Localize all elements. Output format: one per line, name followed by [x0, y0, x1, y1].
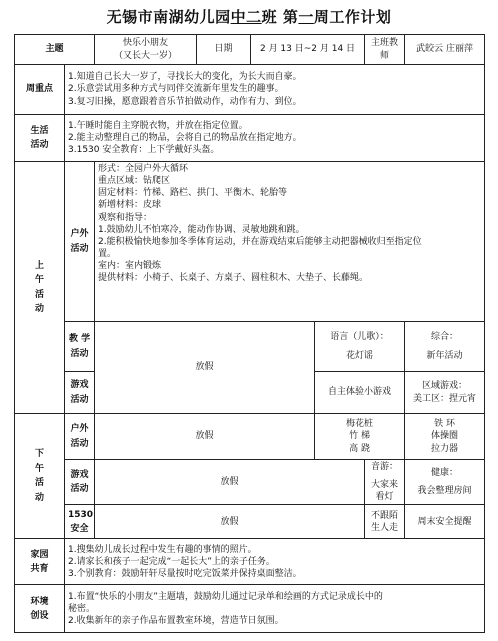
label-line: 活动: [70, 243, 89, 254]
health-value: 我会整理房间: [417, 486, 472, 497]
class-grade: 中二: [230, 8, 262, 26]
list-item: 观察和指导：: [98, 212, 153, 223]
list-item: 1.搜集幼儿成长过程中发生有趣的事情的照片。: [68, 544, 257, 555]
list-item: 3.复习旧操，愿意跟着音乐节拍做动作，动作有力、到位。: [68, 96, 302, 107]
list-item: 2.请家长和孩子一起完成“一起长大”上的亲子任务。: [68, 556, 275, 567]
integrated-activity: [405, 322, 485, 372]
list-item: 新增材料：皮球: [98, 200, 162, 211]
afternoon-game-holiday: 放假: [95, 460, 365, 505]
list-item: 3.1530 安全教育：上下学戴好头盔。: [68, 145, 220, 156]
list-item: 2.能主动整理自己的物品，会将自己的物品放在指定地方。: [68, 132, 302, 143]
focus-row: [15, 65, 485, 115]
home-label: [15, 539, 65, 585]
list-item: 室内：室内锻炼: [98, 261, 162, 272]
morning-label-char: 午: [34, 275, 44, 286]
label-line: 安全: [70, 523, 89, 534]
afternoon-safety-row: [15, 505, 485, 539]
weekly-plan-table: [14, 34, 485, 633]
safety-item-2: 周末安全提醒: [405, 505, 485, 539]
morning-game-label: [65, 372, 95, 414]
morning-outdoor-row: [15, 162, 485, 322]
outdoor-equipment-1: [315, 414, 405, 460]
list-item: 竹 梯: [349, 431, 370, 442]
list-item: 重点区域：钻爬区: [98, 176, 171, 187]
list-item: 2.收集新年的亲子作品布置教室环境，营造节日氛围。: [68, 615, 284, 626]
afternoon-game-row: [15, 460, 485, 505]
list-item: 置。: [98, 248, 117, 259]
morning-label-char: 活: [34, 289, 44, 300]
label-line: 环境: [30, 596, 49, 607]
morning-label-char: 动: [34, 303, 44, 314]
env-content: [65, 585, 485, 633]
week-number: 一: [298, 8, 314, 26]
list-item: 梅花桩: [346, 419, 374, 430]
free-game: 自主体验小游戏: [315, 372, 405, 414]
teacher-label: [365, 35, 405, 65]
health-activity: [405, 460, 485, 505]
life-label-line: 生活: [30, 125, 49, 136]
language-value: 花灯谣: [346, 350, 374, 361]
teacher-names: 武皎云 庄丽萍: [405, 35, 485, 65]
safety-label: [65, 505, 95, 539]
afternoon-game-label: [65, 460, 95, 505]
outdoor-equipment-2: [405, 414, 485, 460]
list-item: 拉力器: [431, 443, 459, 454]
list-item: 2.能积极愉快地参加冬季体育运动，并在游戏结束后能够主动把器械收归至指定位: [98, 236, 422, 247]
focus-content: [65, 65, 485, 115]
label-line: 游戏: [70, 380, 89, 391]
env-label: [15, 585, 65, 633]
label-line: 活动: [70, 348, 89, 359]
life-label-line: 活动: [30, 140, 49, 150]
teacher-label-line: 师: [380, 50, 390, 61]
morning-holiday: 放假: [95, 322, 315, 414]
afternoon-outdoor-row: [15, 414, 485, 460]
env-row: [15, 585, 485, 633]
afternoon-outdoor-label: [65, 414, 95, 460]
afternoon-label-char: 活: [34, 478, 44, 489]
morning-label-char: 上: [34, 260, 44, 271]
date-value: 2 月 13 日~2 月 14 日: [251, 35, 365, 65]
label-line: 活动: [70, 438, 89, 449]
list-item: 提供材料：小椅子、长桌子、方桌子、圆柱积木、大垫子、长藤绳。: [98, 273, 369, 284]
label-line: 户外: [70, 424, 89, 435]
life-row: [15, 115, 485, 162]
music-title: 音游：: [371, 462, 399, 472]
list-item: 体操圈: [431, 431, 459, 442]
theme-line: （又长大一岁）: [114, 50, 178, 61]
home-content: [65, 539, 485, 585]
music-value: 大家来看灯: [371, 480, 399, 503]
safety-item-1: 不跟陌生人走: [365, 505, 405, 539]
label-line: 活动: [70, 394, 89, 405]
list-item: 形式：全园户外大循环: [98, 164, 189, 174]
morning-outdoor-content: [95, 162, 485, 322]
label-line: 教 学: [68, 334, 91, 345]
label-line: 户外: [70, 229, 89, 240]
theme-label: 主题: [15, 35, 95, 65]
health-title: 健康：: [431, 468, 459, 479]
list-item: 3.个别教育：鼓励轩轩尽量按时吃完饭菜并保持桌面整洁。: [68, 568, 302, 579]
afternoon-label-char: 动: [34, 492, 44, 503]
label-line: 游戏: [70, 469, 89, 480]
header-row: [15, 35, 485, 65]
area-value: 美工区：捏元宵: [413, 393, 477, 404]
language-activity: [315, 322, 405, 372]
life-label: [15, 115, 65, 162]
morning-teaching-label: [65, 322, 95, 372]
area-game: [405, 372, 485, 414]
title-suffix: 周工作计划: [313, 8, 392, 26]
music-game: [365, 460, 405, 505]
page-title: [0, 4, 498, 30]
integrated-value: 新年活动: [426, 350, 463, 361]
life-content: [65, 115, 485, 162]
list-item: 高 跷: [349, 443, 370, 454]
list-item: 1.午睡时能自主穿脱衣物，并放在指定位置。: [68, 120, 248, 131]
label-line: 共育: [30, 563, 49, 574]
afternoon-label: [15, 414, 65, 539]
integrated-title: 综合：: [431, 332, 459, 343]
list-item: 1.知道自己长大一岁了，寻找长大的变化，为长大而自豪。: [68, 72, 302, 83]
date-label: 日期: [197, 35, 251, 65]
afternoon-label-char: 午: [34, 463, 44, 474]
home-row: [15, 539, 485, 585]
list-item: 固定材料：竹梯、路栏、拱门、平衡木、轮胎等: [98, 188, 288, 199]
theme-line: 快乐小朋友: [123, 38, 169, 49]
language-title: 语言（儿歌）：: [330, 332, 389, 343]
morning-outdoor-label: [65, 162, 95, 322]
area-title: 区域游戏：: [422, 381, 468, 392]
list-item: 1.布置“快乐的小朋友”主题墙，鼓励幼儿通过记录单和绘画的方式记录成长中的: [68, 591, 383, 602]
class-suffix: 班 第: [261, 8, 299, 26]
morning-teaching-row: [15, 322, 485, 372]
theme-value: [95, 35, 197, 65]
label-line: 家园: [30, 549, 49, 560]
focus-label: 周重点: [15, 65, 65, 115]
label-line: 1530: [68, 509, 94, 520]
list-item: 铁 环: [434, 419, 455, 430]
list-item: 2.乐意尝试用多种方式与同伴交流新年里发生的趣事。: [68, 84, 284, 95]
teacher-label-line: 主班教: [371, 38, 399, 49]
school-name: 无锡市南湖幼儿园: [106, 8, 231, 26]
list-item: 1.鼓励幼儿不怕寒冷，能动作协调、灵敏地跳和跳。: [98, 224, 305, 235]
afternoon-outdoor-holiday: 放假: [95, 414, 315, 460]
afternoon-label-char: 下: [34, 449, 44, 460]
label-line: 创设: [30, 610, 49, 621]
morning-label: [15, 162, 65, 414]
list-item: 秘密。: [68, 603, 96, 614]
label-line: 活动: [70, 484, 89, 495]
safety-holiday: 放假: [95, 505, 365, 539]
